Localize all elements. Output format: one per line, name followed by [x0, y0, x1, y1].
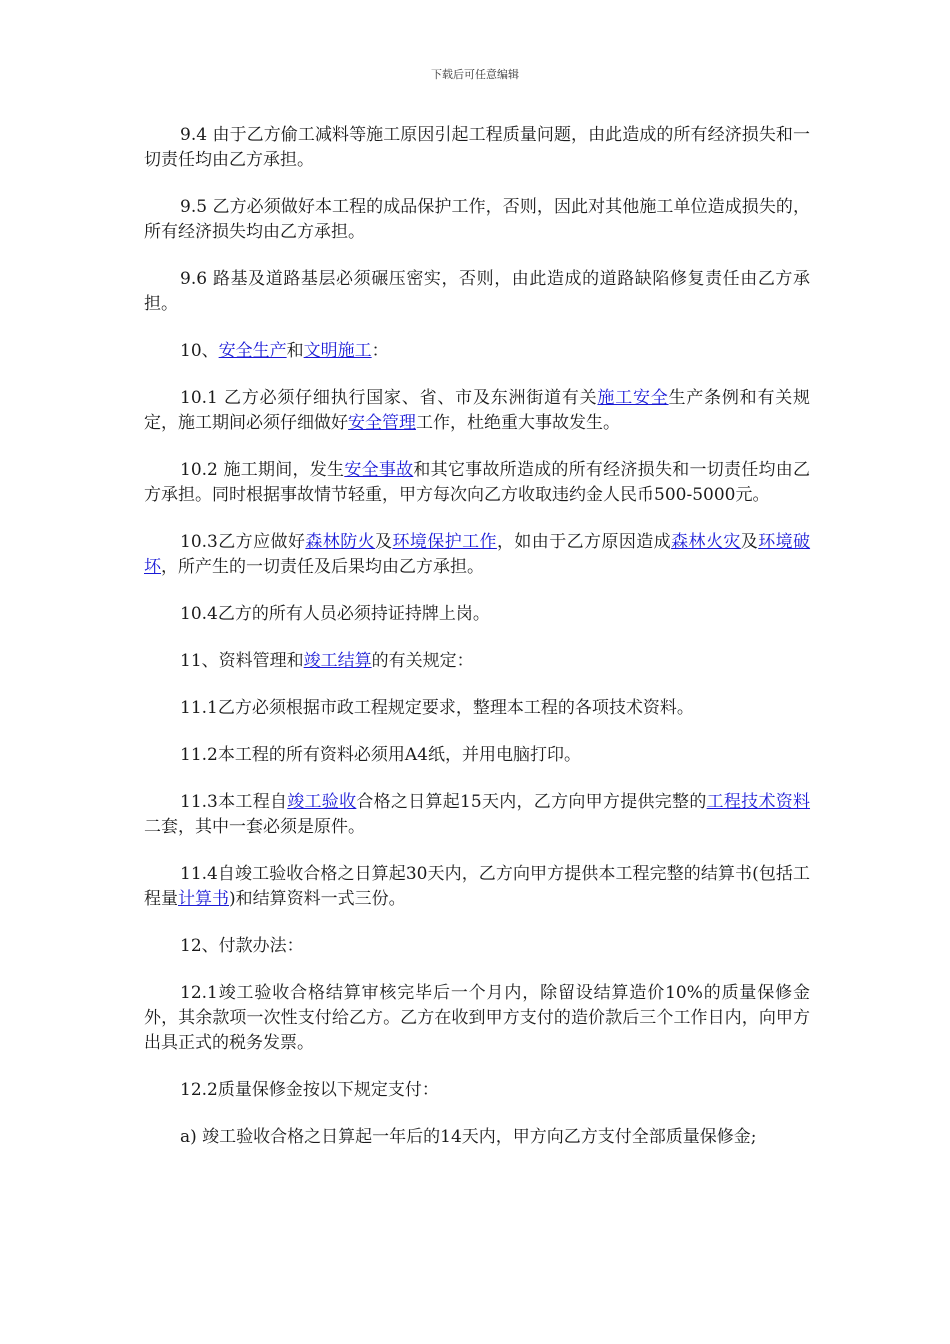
- paragraph: [144, 267, 810, 317]
- paragraph-text: 及: [375, 532, 393, 552]
- paragraph: [144, 981, 810, 1056]
- paragraph-text: 11、资料管理和: [180, 651, 304, 671]
- paragraph: [144, 195, 810, 245]
- paragraph: [144, 602, 810, 627]
- paragraph-text: 11.3本工程自: [180, 792, 288, 812]
- paragraph: [144, 1125, 810, 1150]
- paragraph-text: 9.5 乙方必须做好本工程的成品保护工作，否则，因此对其他施工单位造成损失的，所有经济损失均由乙方承担。: [144, 197, 810, 242]
- paragraph-text: 10.3乙方应做好: [180, 532, 306, 552]
- paragraph-text: 11.4自竣工验收合格之日算起30天内，乙方向甲方提供本工程完整的结算书(包括工程量: [144, 864, 810, 909]
- hyperlink[interactable]: 计算书: [178, 889, 229, 909]
- hyperlink[interactable]: 环境保护工作: [392, 532, 497, 552]
- hyperlink[interactable]: 竣工验收: [287, 792, 357, 812]
- paragraph-text: 和: [286, 341, 304, 361]
- paragraph: [144, 458, 810, 508]
- page-header: 下载后可任意编辑: [431, 68, 519, 81]
- paragraph-text: ，所产生的一切责任及后果均由乙方承担。: [161, 557, 484, 577]
- paragraph: [144, 649, 810, 674]
- paragraph-text: 12.2质量保修金按以下规定支付：: [180, 1080, 439, 1100]
- paragraph-text: 12.1竣工验收合格结算审核完毕后一个月内，除留设结算造价10%的质量保修金外，其余款项一次性支付给乙方。乙方在收到甲方支付的造价款后三个工作日内，向甲方出具正式的税务发票。: [144, 983, 810, 1053]
- paragraph: [144, 696, 810, 721]
- paragraph-text: 10、: [180, 341, 219, 361]
- paragraph-text: 10.4乙方的所有人员必须持证持牌上岗。: [180, 604, 490, 624]
- paragraph-text: 11.2本工程的所有资料必须用A4纸，并用电脑打印。: [180, 745, 581, 765]
- paragraph: [144, 1078, 810, 1103]
- paragraph-text: )和结算资料一式三份。: [229, 889, 406, 909]
- paragraph: [144, 934, 810, 959]
- paragraph: [144, 530, 810, 580]
- paragraph-text: 生产条例和有关规定，施工期间必须仔细做好: [144, 388, 811, 433]
- paragraph-text: 11.1乙方必须根据市政工程规定要求，整理本工程的各项技术资料。: [180, 698, 694, 718]
- hyperlink[interactable]: 环境破坏: [144, 532, 811, 577]
- hyperlink[interactable]: 施工安全: [597, 388, 669, 408]
- paragraph-text: 9.4 由于乙方偷工减料等施工原因引起工程质量问题，由此造成的所有经济损失和一切责任均由乙方承担。: [144, 125, 810, 170]
- paragraph: [144, 339, 810, 364]
- paragraph: [144, 790, 810, 840]
- hyperlink[interactable]: 竣工结算: [303, 651, 372, 671]
- hyperlink[interactable]: 安全生产: [218, 341, 287, 361]
- paragraph-text: 合格之日算起15天内，乙方向甲方提供完整的: [356, 792, 707, 812]
- paragraph: [144, 123, 810, 173]
- paragraph-text: 10.1 乙方必须仔细执行国家、省、市及东洲街道有关: [180, 388, 598, 408]
- paragraph-text: 工作，杜绝重大事故发生。: [416, 413, 620, 433]
- paragraph-text: 10.2 施工期间，发生: [180, 460, 345, 480]
- hyperlink[interactable]: 森林防火: [305, 532, 376, 552]
- paragraph-text: 及: [740, 532, 759, 552]
- paragraph: [144, 862, 810, 912]
- paragraph-text: 9.6 路基及道路基层必须碾压密实，否则，由此造成的道路缺陷修复责任由乙方承担。: [144, 269, 810, 314]
- paragraph-text: 二套，其中一套必须是原件。: [144, 817, 365, 837]
- paragraph: [144, 743, 810, 768]
- paragraph-text: 的有关规定：: [371, 651, 474, 671]
- paragraph-text: 和其它事故所造成的所有经济损失和一切责任均由乙方承担。同时根据事故情节轻重，甲方每次向乙方收取违约金人民币500-5000元。: [144, 460, 810, 505]
- hyperlink[interactable]: 文明施工: [303, 341, 372, 361]
- hyperlink[interactable]: 安全事故: [344, 460, 414, 480]
- paragraph: [144, 386, 810, 436]
- document-body: [144, 123, 810, 1172]
- hyperlink[interactable]: 森林火灾: [671, 532, 741, 552]
- hyperlink[interactable]: 工程技术资料: [706, 792, 811, 812]
- paragraph-text: a) 竣工验收合格之日算起一年后的14天内，甲方向乙方支付全部质量保修金;: [180, 1127, 757, 1147]
- paragraph-text: ，如由于乙方原因造成: [496, 532, 672, 552]
- paragraph-text: ：: [371, 341, 389, 361]
- paragraph-text: 12、付款办法：: [180, 936, 304, 956]
- hyperlink[interactable]: 安全管理: [348, 413, 416, 433]
